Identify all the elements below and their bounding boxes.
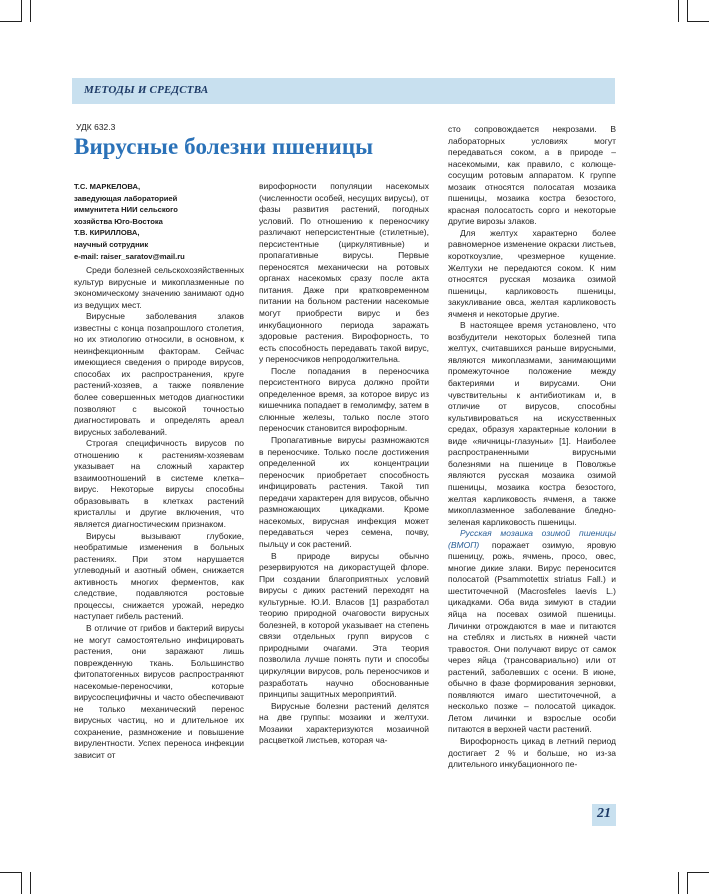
paragraph: Пропагативные вирусы размножаются в переносчике. Только после достижения определенной их концентрации переносчик приобретает способность инфицировать растения. Такой тип передачи характерен для вирусов, обычно размножающих цикадками. Кроме насекомых, вирусная инфекция может передаваться через семена, почву, пыльцу и сок растений. bbox=[259, 435, 429, 549]
paragraph-continued: вирофорности популяции насекомых (численности особей, несущих вирусы), от фазы развития растений, погодных условий. По отношению к переносчику различают неперсистентные (стилетные), персистентные (циркулятивные) и пропагативные вирусы. Первые переносятся механически на ротовых органах насекомых сразу после акта питания. Даже при кратковременном питании на больном растении насекомые могут приобрести вирус и без инкубационного периода заражать здоровые растения. Вирофорность, то есть способность передавать такой вирус, у переносчиков непродолжительна. bbox=[259, 181, 429, 365]
page-number: 21 bbox=[597, 806, 611, 821]
section-header: МЕТОДЫ И СРЕДСТВА bbox=[84, 84, 209, 96]
paragraph: Вирусы вызывают глубокие, необратимые изменения в больных растениях. При этом нарушается углеводный и азотный обмен, снижается активность многих ферментов, как следствие, подавляются ростовые процессы, снижается урожай, нередко наступает гибель растений. bbox=[74, 530, 244, 622]
paragraph: Строгая специфичность вирусов по отношению к растениям-хозяевам указывает на сложный характер взаимоотношений в системе клетка–вирус. Некоторые вирусы способны образовывать в клетках растений кристаллы и другие включения, что является диагностическим признаком. bbox=[74, 438, 244, 530]
subhead-body: поражает озимую, яровую пшеницу, рожь, ячмень, просо, овес, многие дикие злаки. Вирус переносится полосатой (Psammotettix striatus Fall.) и шеститочечной (Macrosfeles laevis L.) цикадками. Оба вида зимуют в стадии яйца на посевах озимой пшеницы. Личинки отрождаются в мае и питаются на стеблях и листьях в нижней части травостоя. Они получают вирус от самок через яйца (трансовариально) или от растений, заболевших с осени. В июне, обычно в фазе формирования зерновки, появляются имаго шеститочечной, а несколько позже – полосатой цикадок. Летом личинки и взрослые особи питаются в верхней части растений. bbox=[448, 539, 616, 735]
paragraph: В отличие от грибов и бактерий вирусы не могут самостоятельно инфицировать растения, они заражают лишь поврежденную ткань. Большинство фитопатогенных вирусов распространяют насекомые-переносчики, которые вирусоспецифичны и часто обеспечивают не только механический перенос вирусных частиц, но и длительное их сохранение, размножение и повышение вирулентности. Успех переноса инфекции зависит от bbox=[74, 622, 244, 760]
text-column-1 bbox=[74, 265, 244, 762]
crop-mark-bottom-right-v bbox=[687, 872, 688, 894]
crop-mark-top-right-h bbox=[687, 21, 709, 22]
author-email: e-mail: raiser_saratov@mail.ru bbox=[74, 251, 185, 261]
crop-mark-bottom-left-v2 bbox=[30, 872, 31, 894]
author-line: Т.В. КИРИЛЛОВА, bbox=[74, 228, 140, 238]
udk-code: УДК 632.3 bbox=[76, 122, 116, 132]
paragraph: Для желтух характерно более равномерное изменение окраски листьев, короткоузлие, чрезмерное кущение. Желтухи не передаются соком. К ним относятся русская мозаика озимой пшеницы, карликовость пшеницы, закукливание овса, желтая карликовость ячменя и некоторые другие. bbox=[448, 227, 616, 319]
paragraph: В природе вирусы обычно резервируются на дикорастущей флоре. При создании благоприятных условий вирусы с диких растений переходят на культурные. Ю.И. Власов [1] разработал теорию природной очаговости вирусных болезней, в которой указывает на степень связи отдельных групп вирусов с природными очагами. Эта теория позволила лучше понять пути и способы циркуляции вирусов, роль переносчиков и разработать научно обоснованные принципы защитных мероприятий. bbox=[259, 550, 429, 700]
crop-mark-bottom-left-v bbox=[21, 872, 22, 894]
author-line: научный сотрудник bbox=[74, 239, 149, 249]
subhead: Русская мозаика озимой пшеницы (ВМОП) bbox=[448, 528, 616, 550]
paragraph: В настоящее время установлено, что возбудители некоторых болезней типа желтух, считавшихся раньше вирусными, являются микоплазмами, занимающими промежуточное положение между бактериями и вирусами. Они чувствительны к антибиотикам и, в отличие от вирусов, способны культивироваться на искусственных средах, образуя характерные колонии в виде «яичницы-глазуньи» [1]. Наиболее распространенными вирусными болезнями на пшенице в Поволжье являются русская мозаика озимой пшеницы, мозаика костра безостого, желтая карликовость ячменя, а также микоплазменное заболевание бледно-зеленая карликовость пшеницы. bbox=[448, 320, 616, 527]
paragraph-with-subhead bbox=[448, 528, 616, 736]
crop-mark-bottom-right-h bbox=[687, 872, 709, 873]
author-line: Т.С. МАРКЕЛОВА, bbox=[74, 182, 141, 191]
crop-mark-top-right-v2 bbox=[678, 0, 679, 22]
paragraph: Вирофорность цикад в летний период достигает 2 % и больше, но из-за длительного инкубационного пе- bbox=[448, 735, 616, 770]
text-column-2 bbox=[259, 181, 429, 747]
crop-mark-bottom-right-v2 bbox=[678, 872, 679, 894]
paragraph: Вирусные заболевания злаков известны с конца позапрошлого столетия, но их этиологию относили, в основном, к неинфекционным факторам. Сейчас имеющиеся сведения о природе вирусов, способах их распространения, круге растений-хозяев, а также появление более совершенных методов диагностики позволяют с высокой точностью диагностировать и определять ареал вирусных заболеваний. bbox=[74, 311, 244, 437]
crop-mark-top-left-v2 bbox=[30, 0, 31, 22]
paragraph: После попадания в переносчика персистентного вируса должно пройти определенное время, за которое вирус из кишечника попадает в гемолимфу, затем в слюнные железы, только после этого переносчик становится вирофорным. bbox=[259, 365, 429, 434]
paragraph: Среди болезней сельскохозяйственных культур вирусные и микоплазменные по экономическому значению занимают одно из ведущих мест. bbox=[74, 265, 244, 310]
author-line: заведующая лабораторией bbox=[74, 193, 178, 203]
authors-block bbox=[74, 181, 244, 262]
paragraph: Вирусные болезни растений делятся на две группы: мозаики и желтухи. Мозаики характеризуются мозаичной расцветкой листьев, которая ча- bbox=[259, 700, 429, 746]
author-line: иммунитета НИИ сельского bbox=[74, 205, 178, 215]
crop-mark-top-left-h bbox=[0, 21, 22, 22]
crop-mark-top-right-v bbox=[687, 0, 688, 22]
crop-mark-bottom-left-h bbox=[0, 872, 22, 873]
crop-mark-top-left-v bbox=[21, 0, 22, 22]
paragraph-continued: сто сопровождается некрозами. В лабораторных условиях могут передаваться соком, а в природе – насекомыми, как правило, с колюще-сосущим ротовым аппаратом. К группе мозаик относятся полосатая мозаика пшеницы, мозаика костра безостого, красная полосатость сорго и некоторые другие вирозы злаков. bbox=[448, 124, 616, 227]
author-line: хозяйства Юго-Востока bbox=[74, 216, 163, 226]
article-title: Вирусные болезни пшеницы bbox=[74, 134, 374, 159]
text-column-3 bbox=[448, 124, 616, 771]
